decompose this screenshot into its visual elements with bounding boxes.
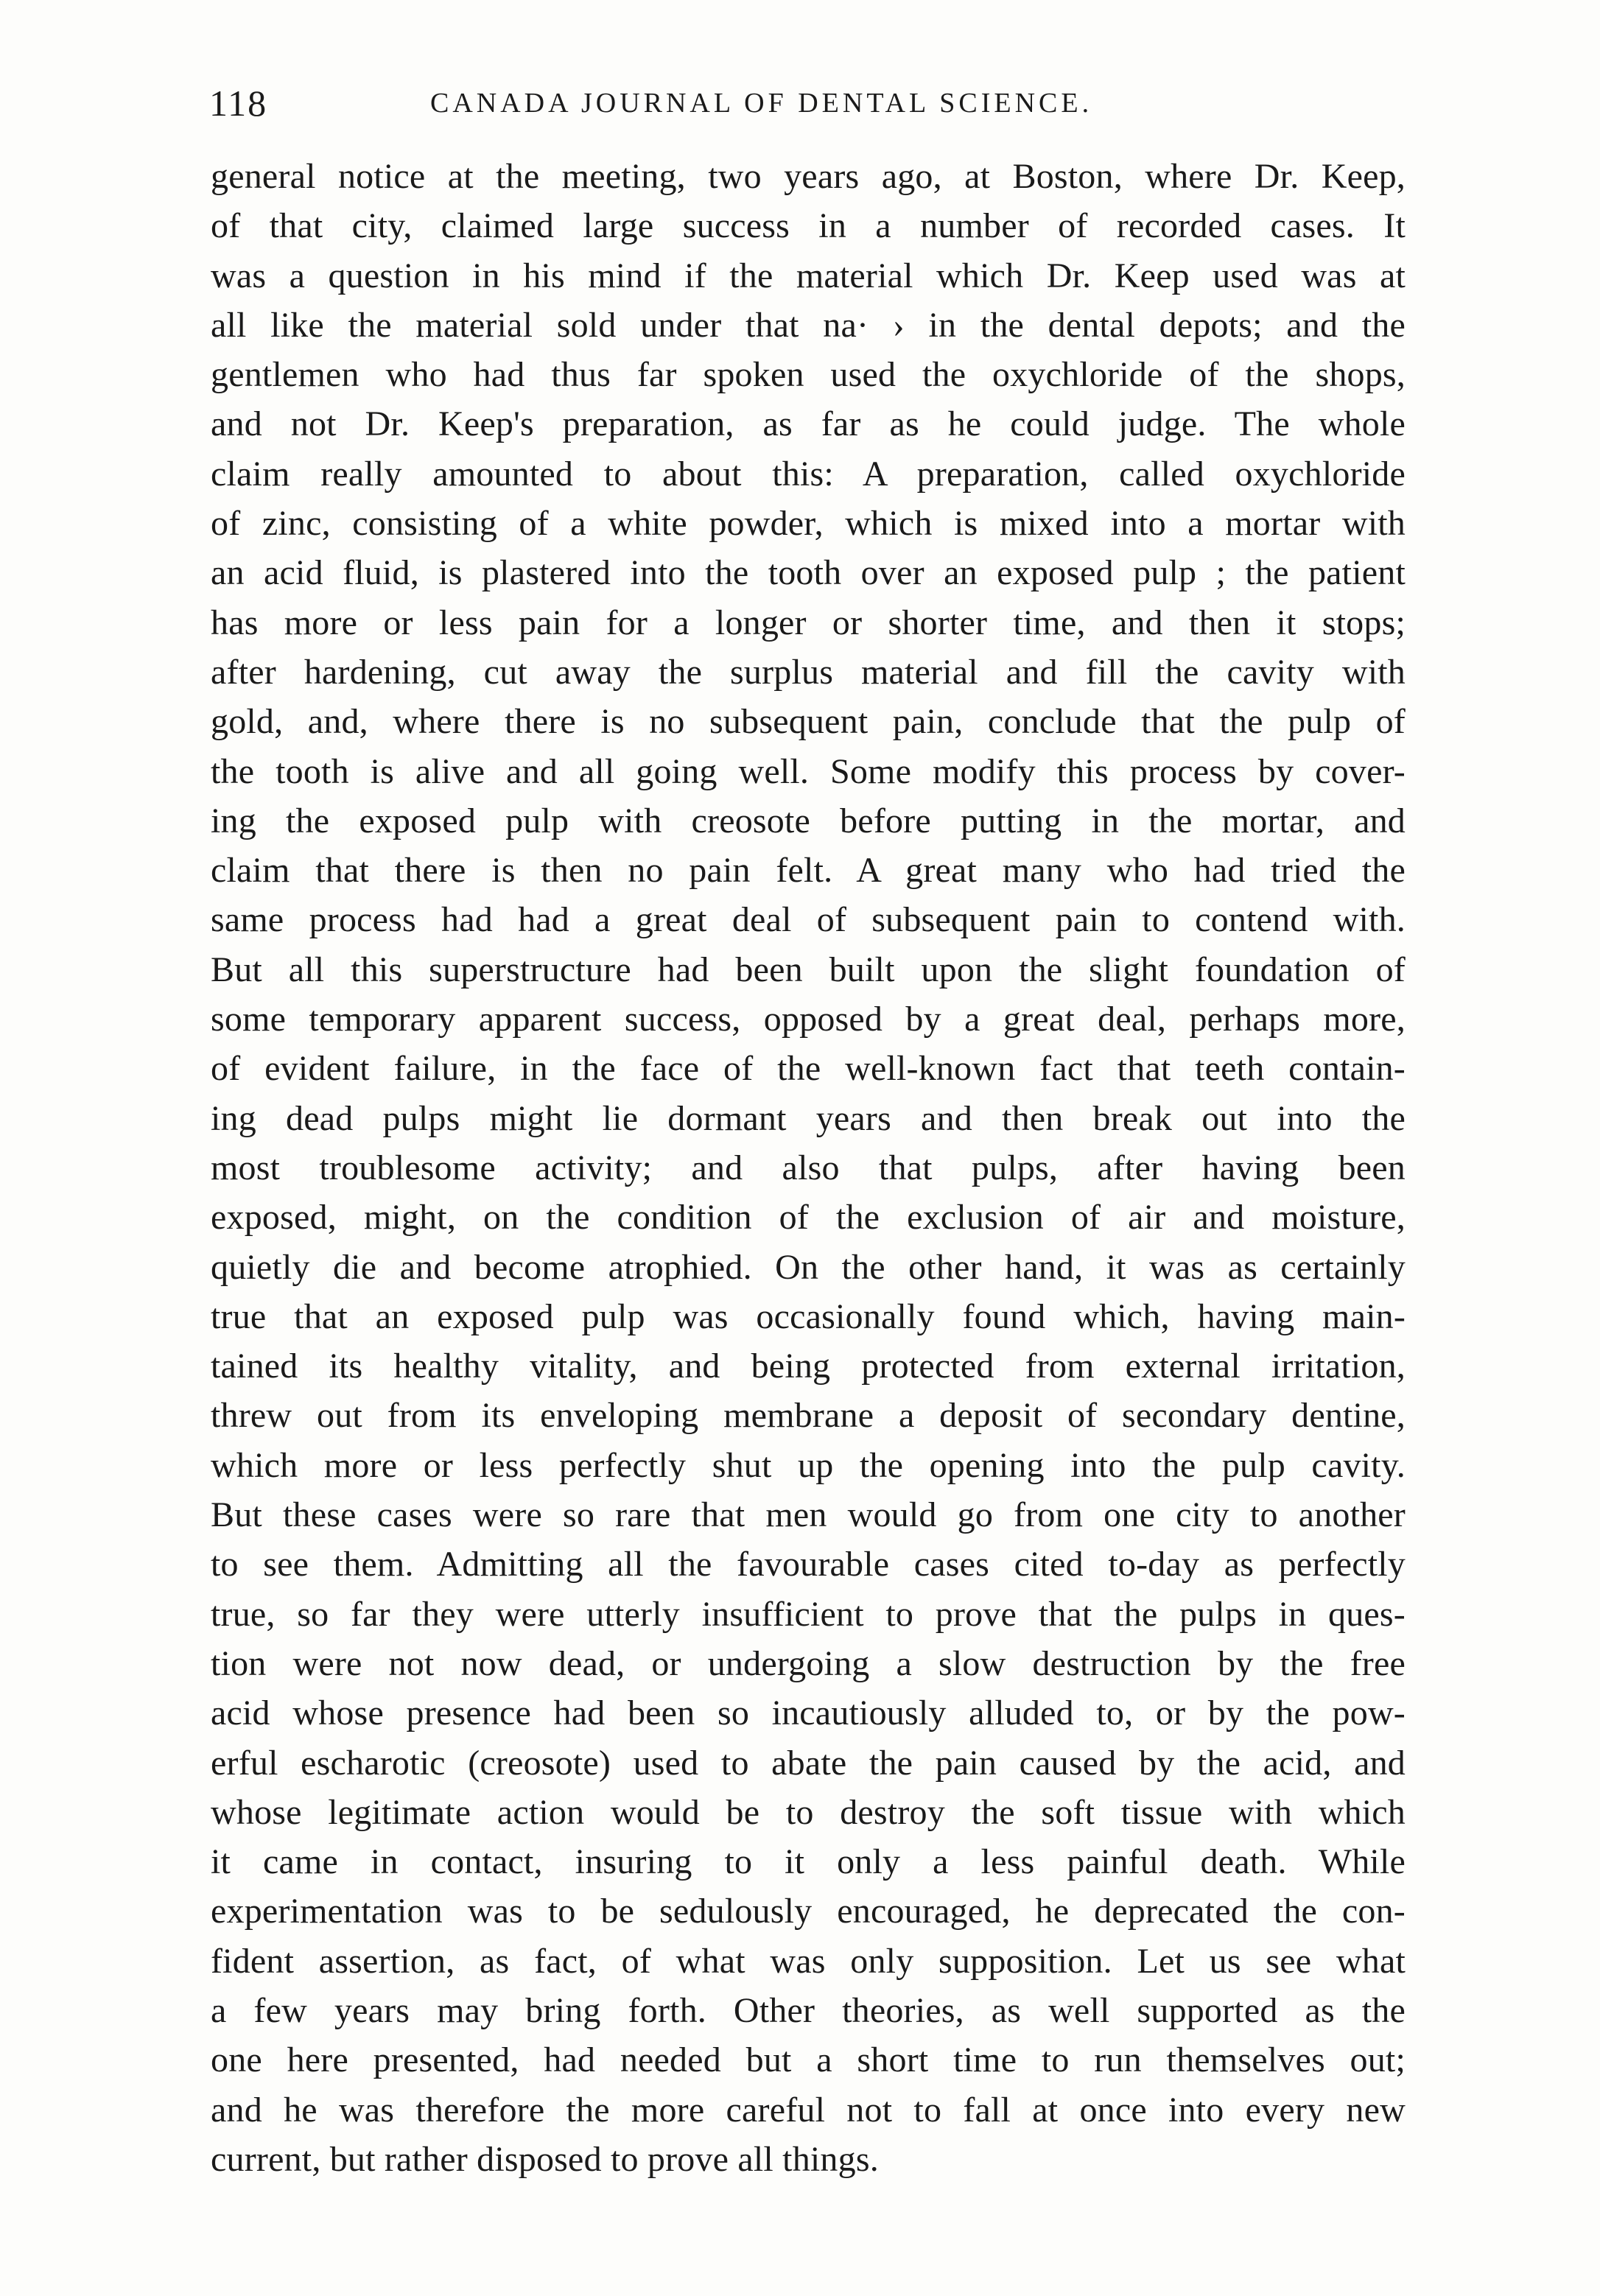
text-line: same process had had a great deal of subsequent pain to contend with. [211, 900, 1406, 940]
text-line: But all this superstructure had been built upon the slight foundation of [211, 949, 1406, 989]
text-line: an acid fluid, is plastered into the tooth over an exposed pulp ; the patient [211, 553, 1406, 593]
text-line: of zinc, consisting of a white powder, which is mixed into a mortar with [211, 504, 1406, 544]
text-line: claim that there is then no pain felt. A great many who had tried the [211, 851, 1406, 891]
text-line: quietly die and become atrophied. On the other hand, it was as certainly [211, 1247, 1406, 1287]
text-line: has more or less pain for a longer or shorter time, and then it stops; [211, 603, 1406, 642]
text-line: gold, and, where there is no subsequent pain, conclude that the pulp of [211, 702, 1406, 742]
journal-title: CANADA JOURNAL OF DENTAL SCIENCE. [430, 88, 1093, 119]
text-line: of evident failure, in the face of the well-known fact that teeth contain- [211, 1049, 1406, 1089]
text-line: exposed, might, on the condition of the exclusion of air and moisture, [211, 1198, 1406, 1237]
text-line: some temporary apparent success, opposed by a great deal, perhaps more, [211, 1000, 1406, 1039]
text-line: the tooth is alive and all going well. Some modify this process by cover- [211, 751, 1406, 791]
text-line: ing the exposed pulp with creosote before putting in the mortar, and [211, 801, 1406, 840]
text-line: But these cases were so rare that men would go from one city to another [211, 1495, 1406, 1535]
running-head [209, 74, 1403, 133]
text-line: true, so far they were utterly insufficient to prove that the pulps in ques- [211, 1594, 1406, 1634]
text-line: gentlemen who had thus far spoken used the oxychloride of the shops, [211, 355, 1406, 395]
text-line: experimentation was to be sedulously encouraged, he deprecated the con- [211, 1892, 1406, 1931]
body-text [211, 152, 1406, 2184]
text-line: a few years may bring forth. Other theories, as well supported as the [211, 1990, 1406, 2030]
text-line: and he was therefore the more careful not to fall at once into every new [211, 2090, 1406, 2130]
text-line: claim really amounted to about this: A preparation, called oxychloride [211, 454, 1406, 494]
text-line: true that an exposed pulp was occasionally found which, having main- [211, 1296, 1406, 1336]
text-line: of that city, claimed large success in a number of recorded cases. It [211, 206, 1406, 246]
text-line: current, but rather disposed to prove all things. [211, 2139, 879, 2179]
text-line: and not Dr. Keep's preparation, as far as he could judge. The whole [211, 404, 1406, 444]
text-line: to see them. Admitting all the favourable cases cited to-day as perfectly [211, 1545, 1406, 1584]
text-line: it came in contact, insuring to it only a less painful death. While [211, 1842, 1406, 1882]
text-line: most troublesome activity; and also that pulps, after having been [211, 1148, 1406, 1187]
text-line: threw out from its enveloping membrane a deposit of secondary dentine, [211, 1396, 1406, 1436]
text-line: all like the material sold under that na· › in the dental depots; and the [211, 305, 1406, 345]
text-line: erful escharotic (creosote) used to abate the pain caused by the acid, and [211, 1743, 1406, 1783]
text-line: tion were not now dead, or undergoing a slow destruction by the free [211, 1643, 1406, 1683]
text-line: general notice at the meeting, two years ago, at Boston, where Dr. Keep, [211, 157, 1406, 196]
text-line: whose legitimate action would be to destroy the soft tissue with which [211, 1792, 1406, 1832]
page-number: 118 [209, 82, 268, 124]
text-line: acid whose presence had been so incautiously alluded to, or by the pow- [211, 1693, 1406, 1733]
text-line: after hardening, cut away the surplus material and fill the cavity with [211, 652, 1406, 692]
text-line: tained its healthy vitality, and being protected from external irritation, [211, 1347, 1406, 1386]
text-line: was a question in his mind if the material which Dr. Keep used was at [211, 256, 1406, 295]
text-line: fident assertion, as fact, of what was only supposition. Let us see what [211, 1941, 1406, 1981]
text-line: which more or less perfectly shut up the opening into the pulp cavity. [211, 1445, 1406, 1485]
text-line: ing dead pulps might lie dormant years and then break out into the [211, 1098, 1406, 1138]
text-line: one here presented, had needed but a short time to run themselves out; [211, 2040, 1406, 2080]
